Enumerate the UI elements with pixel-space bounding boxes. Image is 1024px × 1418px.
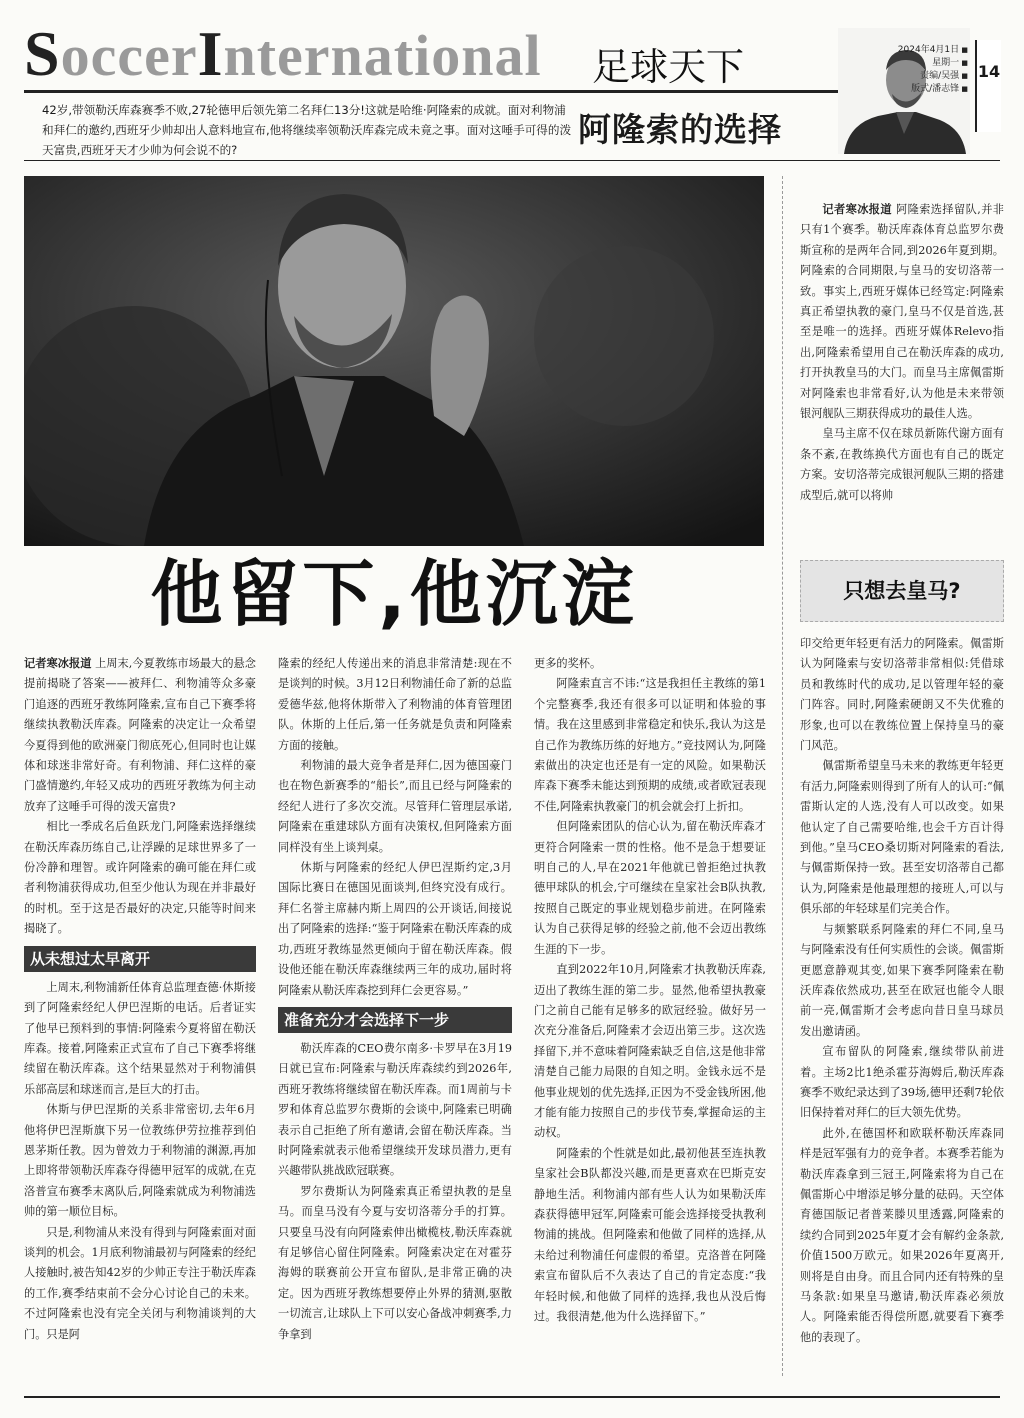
header-rule xyxy=(24,160,1000,161)
paragraph: 佩雷斯希望皇马未来的教练更年轻更有活力,阿隆索则得到了所有人的认可:“佩雷斯认定的人选,没有人可以改变。如果他认定了自己需要哈维,也会千方百计得到他。”皇马CEO桑切斯对阿隆索的看法,与佩雷斯保持一致。甚至安切洛蒂自己都认为,阿隆索是他最理想的接班人,可以与俱乐部的年轻球星们完美合作。 xyxy=(800,759,1004,916)
dateline-block xyxy=(878,44,968,96)
intro-deck: 42岁,带领勒沃库森赛季不败,27轮德甲后领先第二名拜仁13分!这就是哈维·阿隆索的成就。面对利物浦和拜仁的邀约,西班牙少帅却出人意料地宣布,他将继续率领勒沃库森完成未竟之事。面对这唾手可得的泼天富贵,西班牙天才少帅为何会说不的? xyxy=(42,103,572,157)
sidebar-article-bottom xyxy=(800,634,1004,1348)
paragraph: 但阿隆索团队的信心认为,留在勒沃库森才更符合阿隆索一贯的性格。他不是急于想要证明自己的人,早在2021年他就已曾拒绝过执教德甲球队的机会,宁可继续在皇家社会B队执教,按照自己既定的事业规划稳步前进。在阿隆索认为自己获得足够的经验之前,他不会迈出教练生涯的下一步。 xyxy=(534,820,766,956)
paragraph: 休斯与伊巴涅斯的关系非常密切,去年6月他将伊巴涅斯旗下另一位教练伊劳拉推荐到伯恩茅斯任教。因为曾效力于利物浦的渊源,再加上即将带领勒沃库森夺得德甲冠军的成就,在克洛普宣布赛季末离队后,阿隆索就成为利物浦选帅的第一顺位目标。 xyxy=(24,1103,256,1219)
subheading: 准备充分才会选择下一步 xyxy=(278,1007,512,1033)
paragraph: 罗尔费斯认为阿隆索真正希望执教的是皇马。而皇马没有今夏与安切洛蒂分手的打算。只要皇马没有向阿隆索伸出橄榄枝,勒沃库森就有足够信心留住阿隆索。阿隆索决定在对霍芬海姆的联赛前公开宣布留队,是非常正确的决定。因为西班牙教练想要停止外界的猜测,驱散一切流言,让球队上下可以安心备战冲刺赛季,力争拿到 xyxy=(278,1184,512,1341)
coach-main-photo xyxy=(24,176,764,546)
article-column-2 xyxy=(278,654,512,1345)
sidebar-headline-box: 只想去皇马? xyxy=(800,560,1004,622)
top-headline: 阿隆索的选择 xyxy=(578,110,782,149)
paragraph: 此外,在德国杯和欧联杯勒沃库森同样是冠军强有力的竞争者。本赛季若能为勒沃库森拿到三冠王,阿隆索将为自己在佩雷斯心中增添足够分量的砝码。天空体育德国版记者普莱滕贝里透露,阿隆索的续约合同到2025年夏才会有解约金条款,价值1500万欧元。如果2026年夏离开,则将是自由身。而且合同内还有特殊的皇马条款:如果皇马邀请,勒沃库森必须放人。阿隆索能否得偿所愿,就要看下赛季他的表现了。 xyxy=(800,1126,1004,1344)
paragraph: 与频繁联系阿隆索的拜仁不同,皇马与阿隆索没有任何实质性的会谈。佩雷斯更愿意静观其变,如果下赛季阿隆索在勒沃库森依然成功,甚至在欧冠也能令人眼前一亮,佩雷斯才会考虑向昔日皇马球员发出邀请函。 xyxy=(800,922,1004,1038)
paragraph: 上周末,利物浦新任体育总监理查德·休斯接到了阿隆索经纪人伊巴涅斯的电话。后者证实了他早已预料到的事情:阿隆索今夏将留在勒沃库森。接着,阿隆索正式宣布了自己下赛季将继续留在勒沃库森。这个结果显然对于利物浦俱乐部高层和球迷而言,是巨大的打击。 xyxy=(24,980,256,1096)
subheading: 从未想过太早离开 xyxy=(24,946,256,972)
column-divider xyxy=(782,176,783,1376)
footer-rule xyxy=(24,1396,1000,1398)
byline: 记者寒冰报道 xyxy=(822,203,893,216)
paragraph: 阿隆索的个性就是如此,最初他甚至连执教皇家社会B队都没兴趣,而是更喜欢在巴斯克安静地生活。利物浦内部有些人认为如果勒沃库森获得德甲冠军,阿隆索可能会选择接受执教利物浦的挑战。但阿隆索和他做了同样的选择,从未给过利物浦任何虚假的希望。克洛普在阿隆索宣布留队后不久表达了自己的肯定态度:“我年轻时候,和他做了同样的选择,我也从没后悔过。我很清楚,他为什么选择留下。” xyxy=(534,1146,766,1323)
paragraph: 只是,利物浦从来没有得到与阿隆索面对面谈判的机会。1月底利物浦最初与阿隆索的经纪人接触时,被告知42岁的少帅正专注于勒沃库森的工作,赛季结束前不会分心讨论自己的未来。不过阿隆索也没有完全关闭与利物浦谈判的大门。只是阿 xyxy=(24,1225,256,1341)
article-column-3 xyxy=(534,654,766,1327)
paragraph: 阿隆索直言不讳:“这是我担任主教练的第1个完整赛季,我还有很多可以证明和体验的事情。我在这里感到非常稳定和快乐,我认为这是自己作为教练历练的好地方。”竞技网认为,阿隆索做出的决定也还是有一定的风险。如果勒沃库森下赛季未能达到预期的成绩,或者欧冠表现不佳,阿隆索执教豪门的机会就会打上折扣。 xyxy=(534,677,766,813)
paragraph: 宣布留队的阿隆索,继续带队前进着。主场2比1绝杀霍芬海姆后,勒沃库森赛季不败纪录达到了39场,德甲还剩7轮依旧保持着对拜仁的巨大领先优势。 xyxy=(800,1045,1004,1120)
main-headline: 他留下,他沉淀 xyxy=(150,552,638,636)
paragraph: 更多的奖杯。 xyxy=(534,657,602,670)
page-number: 14 xyxy=(975,40,1001,132)
sidebar-article-top xyxy=(800,200,1004,506)
paragraph: 印交给更年轻更有活力的阿隆索。佩雷斯认为阿隆索与安切洛蒂非常相似:凭借球员和教练时代的成功,足以管理年轻的豪门阵容。同时,阿隆索硬朗又不失优雅的形象,也可以在教练位置上保持皇马的豪门风范。 xyxy=(800,637,1004,753)
paragraph: 皇马主席不仅在球员新陈代谢方面有条不紊,在教练换代方面也有自己的既定方案。安切洛蒂完成银河舰队三期的搭建成型后,就可以将帅 xyxy=(800,427,1004,502)
dateline-date: 2024年4月1日 ■ xyxy=(878,44,968,57)
paragraph: 阿隆索选择留队,并非只有1个赛季。勒沃库森体育总监罗尔费斯宣称的是两年合同,到2026年夏到期。阿隆索的合同期限,与皇马的安切洛蒂一致。事实上,西班牙媒体已经笃定:阿隆索真正希望执教的豪门,皇马不仅是首选,甚至是唯一的选择。西班牙媒体Relevo指出,阿隆索希望用自己在勒沃库森的成功,打开执教皇马的大门。而皇马主席佩雷斯对阿隆索也非常看好,认为他是未来带领银河舰队三期获得成功的最佳人选。 xyxy=(800,203,1004,421)
dateline-layout: 版式/潘志锋 ■ xyxy=(878,83,968,96)
paragraph: 直到2022年10月,阿隆索才执教勒沃库森,迈出了教练生涯的第二步。显然,他希望执教豪门之前自己能有足够多的欧冠经验。做好另一次充分准备后,阿隆索才会迈出第三步。这次选择留下,并不意味着阿隆索缺乏自信,这是他非常清楚自己能力局限的自知之明。金钱永远不是他事业规划的优先选择,正因为不受金钱所困,他才能有能力按照自己的步伐节奏,掌握命运的主动权。 xyxy=(534,963,766,1140)
paragraph: 休斯与阿隆索的经纪人伊巴涅斯约定,3月国际比赛日在德国见面谈判,但终究没有成行。拜仁名誉主席赫内斯上周四的公开谈话,间接说出了阿隆索的选择:“鉴于阿隆索在勒沃库森的成功,西班牙教练显然更倾向于留在勒沃库森。假设他还能在勒沃库森继续两三年的成功,届时将阿隆索从勒沃库森挖到拜仁会更容易。” xyxy=(278,861,512,997)
paragraph: 上周末,今夏教练市场最大的悬念提前揭晓了答案——被拜仁、利物浦等众多豪门追逐的西班牙教练阿隆索,宣布自己下赛季将继续执教勒沃库森。阿隆索的决定让一众希望今夏得到他的欧洲豪门彻底死心,但同时也让媒体和球迷非常好奇。有利物浦、拜仁这样的豪门盛情邀约,年轻又成功的西班牙教练为何主动放弃了这唾手可得的泼天富贵? xyxy=(24,657,256,813)
masthead-rule xyxy=(24,90,904,93)
masthead-chinese-title: 足球天下 xyxy=(592,45,745,89)
byline: 记者寒冰报道 xyxy=(24,657,92,670)
dateline-weekday: 星期一 ■ xyxy=(878,57,968,70)
paragraph: 勒沃库森的CEO费尔南多·卡罗早在3月19日就已宣布:阿隆索与勒沃库森续约到2026年,西班牙教练将继续留在勒沃库森。而1周前与卡罗和体育总监罗尔费斯的会谈中,阿隆索已明确表示自己拒绝了所有邀请,会留在勒沃库森。当时阿隆索就表示他希望继续开发球员潜力,更有兴趣带队挑战欧冠联赛。 xyxy=(278,1041,512,1178)
paragraph: 相比一季成名后鱼跃龙门,阿隆索选择继续在勒沃库森历练自己,让浮躁的足球世界多了一份冷静和理智。或许阿隆索的确可能在拜仁或者利物浦获得成功,但至少他认为现在并非最好的时机。至于这是否最好的决定,只能等时间来揭晓了。 xyxy=(24,820,256,936)
dateline-editor: 责编/吴强 ■ xyxy=(878,70,968,83)
paragraph: 利物浦的最大竞争者是拜仁,因为德国豪门也在物色新赛季的“船长”,而且已经与阿隆索的经纪人进行了多次交流。尽管拜仁管理层承诺,阿隆索在重建球队方面有决策权,但阿隆索方面同样没有坐上谈判桌。 xyxy=(278,759,512,854)
article-column-1 xyxy=(24,654,256,1345)
masthead-title: SoccerInternational xyxy=(24,18,542,89)
paragraph: 隆索的经纪人传递出来的消息非常清楚:现在不是谈判的时候。3月12日利物浦任命了新的总监爱德华兹,他将休斯带入了利物浦的体育管理团队。休斯的上任后,第一任务就是负责和阿隆索方面的接触。 xyxy=(278,657,512,752)
